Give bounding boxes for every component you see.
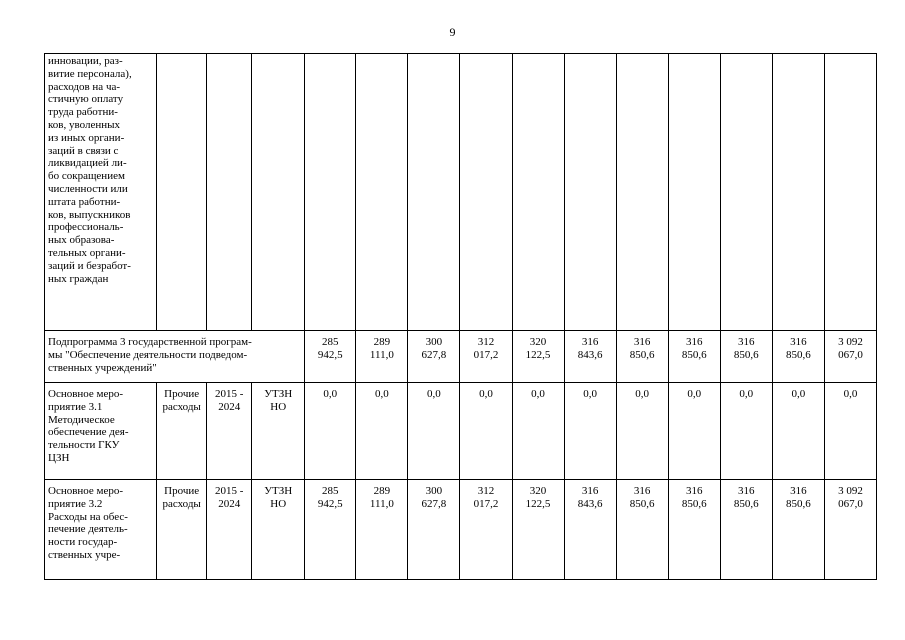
table-cell: [460, 54, 512, 331]
value-cell: 285 942,5: [305, 331, 356, 383]
value-cell: 300 627,8: [408, 480, 460, 580]
value-cell: 300 627,8: [408, 331, 460, 383]
table-cell: [564, 54, 616, 331]
value-cell: 3 092 067,0: [824, 480, 876, 580]
value-cell: 0,0: [824, 383, 876, 480]
value-cell: 289 111,0: [356, 480, 408, 580]
table-cell: [305, 54, 356, 331]
executor: УТЗН НО: [252, 480, 305, 580]
table-cell: [772, 54, 824, 331]
table-row: [45, 480, 877, 580]
value-cell: 316 850,6: [668, 331, 720, 383]
row1-description: инновации, раз- витие персонала), расходов на ча- стичную оплату труда работни- ков, уволенных из иных органи- заций в связи с ликвидацией ли- бо сокращением численности или штата работни- ков, выпускников профессиональ- ных образова- тельных органи- заций и безработ- ных граждан: [45, 54, 157, 331]
table-cell: [356, 54, 408, 331]
value-cell: 0,0: [564, 383, 616, 480]
table-row: [45, 383, 877, 480]
subprogram-title: Подпрограмма 3 государственной програм- мы "Обеспечение деятельности подведом- ственных учреждений": [45, 331, 305, 383]
value-cell: 0,0: [356, 383, 408, 480]
table-cell: [720, 54, 772, 331]
value-cell: 3 092 067,0: [824, 331, 876, 383]
value-cell: 312 017,2: [460, 480, 512, 580]
table-cell: [512, 54, 564, 331]
value-cell: 289 111,0: [356, 331, 408, 383]
table-cell: [824, 54, 876, 331]
value-cell: 316 850,6: [616, 331, 668, 383]
executor: УТЗН НО: [252, 383, 305, 480]
table-cell: [252, 54, 305, 331]
value-cell: 0,0: [668, 383, 720, 480]
value-cell: 0,0: [772, 383, 824, 480]
value-cell: 0,0: [512, 383, 564, 480]
table-cell: [616, 54, 668, 331]
table-cell: [408, 54, 460, 331]
value-cell: 0,0: [616, 383, 668, 480]
table-cell: [157, 54, 207, 331]
value-cell: 316 850,6: [772, 480, 824, 580]
value-cell: 316 843,6: [564, 480, 616, 580]
measure-3-1-description: Основное меро- приятие 3.1 Методическое обеспечение дея- тельности ГКУ ЦЗН: [45, 383, 157, 480]
value-cell: 316 850,6: [772, 331, 824, 383]
table-row: [45, 331, 877, 383]
value-cell: 316 850,6: [616, 480, 668, 580]
table-cell: [207, 54, 252, 331]
period: 2015 - 2024: [207, 480, 252, 580]
table-cell: [668, 54, 720, 331]
period: 2015 - 2024: [207, 383, 252, 480]
value-cell: 316 850,6: [668, 480, 720, 580]
value-cell: 285 942,5: [305, 480, 356, 580]
page-number: 9: [449, 25, 456, 39]
value-cell: 320 122,5: [512, 480, 564, 580]
value-cell: 316 850,6: [720, 480, 772, 580]
budget-table: [44, 53, 877, 580]
value-cell: 0,0: [305, 383, 356, 480]
table-row: [45, 54, 877, 331]
value-cell: 0,0: [460, 383, 512, 480]
expense-type: Прочие расходы: [157, 383, 207, 480]
value-cell: 316 850,6: [720, 331, 772, 383]
value-cell: 320 122,5: [512, 331, 564, 383]
expense-type: Прочие расходы: [157, 480, 207, 580]
value-cell: 0,0: [720, 383, 772, 480]
value-cell: 0,0: [408, 383, 460, 480]
value-cell: 316 843,6: [564, 331, 616, 383]
value-cell: 312 017,2: [460, 331, 512, 383]
measure-3-2-description: Основное меро- приятие 3.2 Расходы на обес- печение деятель- ности государ- ственных учре-: [45, 480, 157, 580]
